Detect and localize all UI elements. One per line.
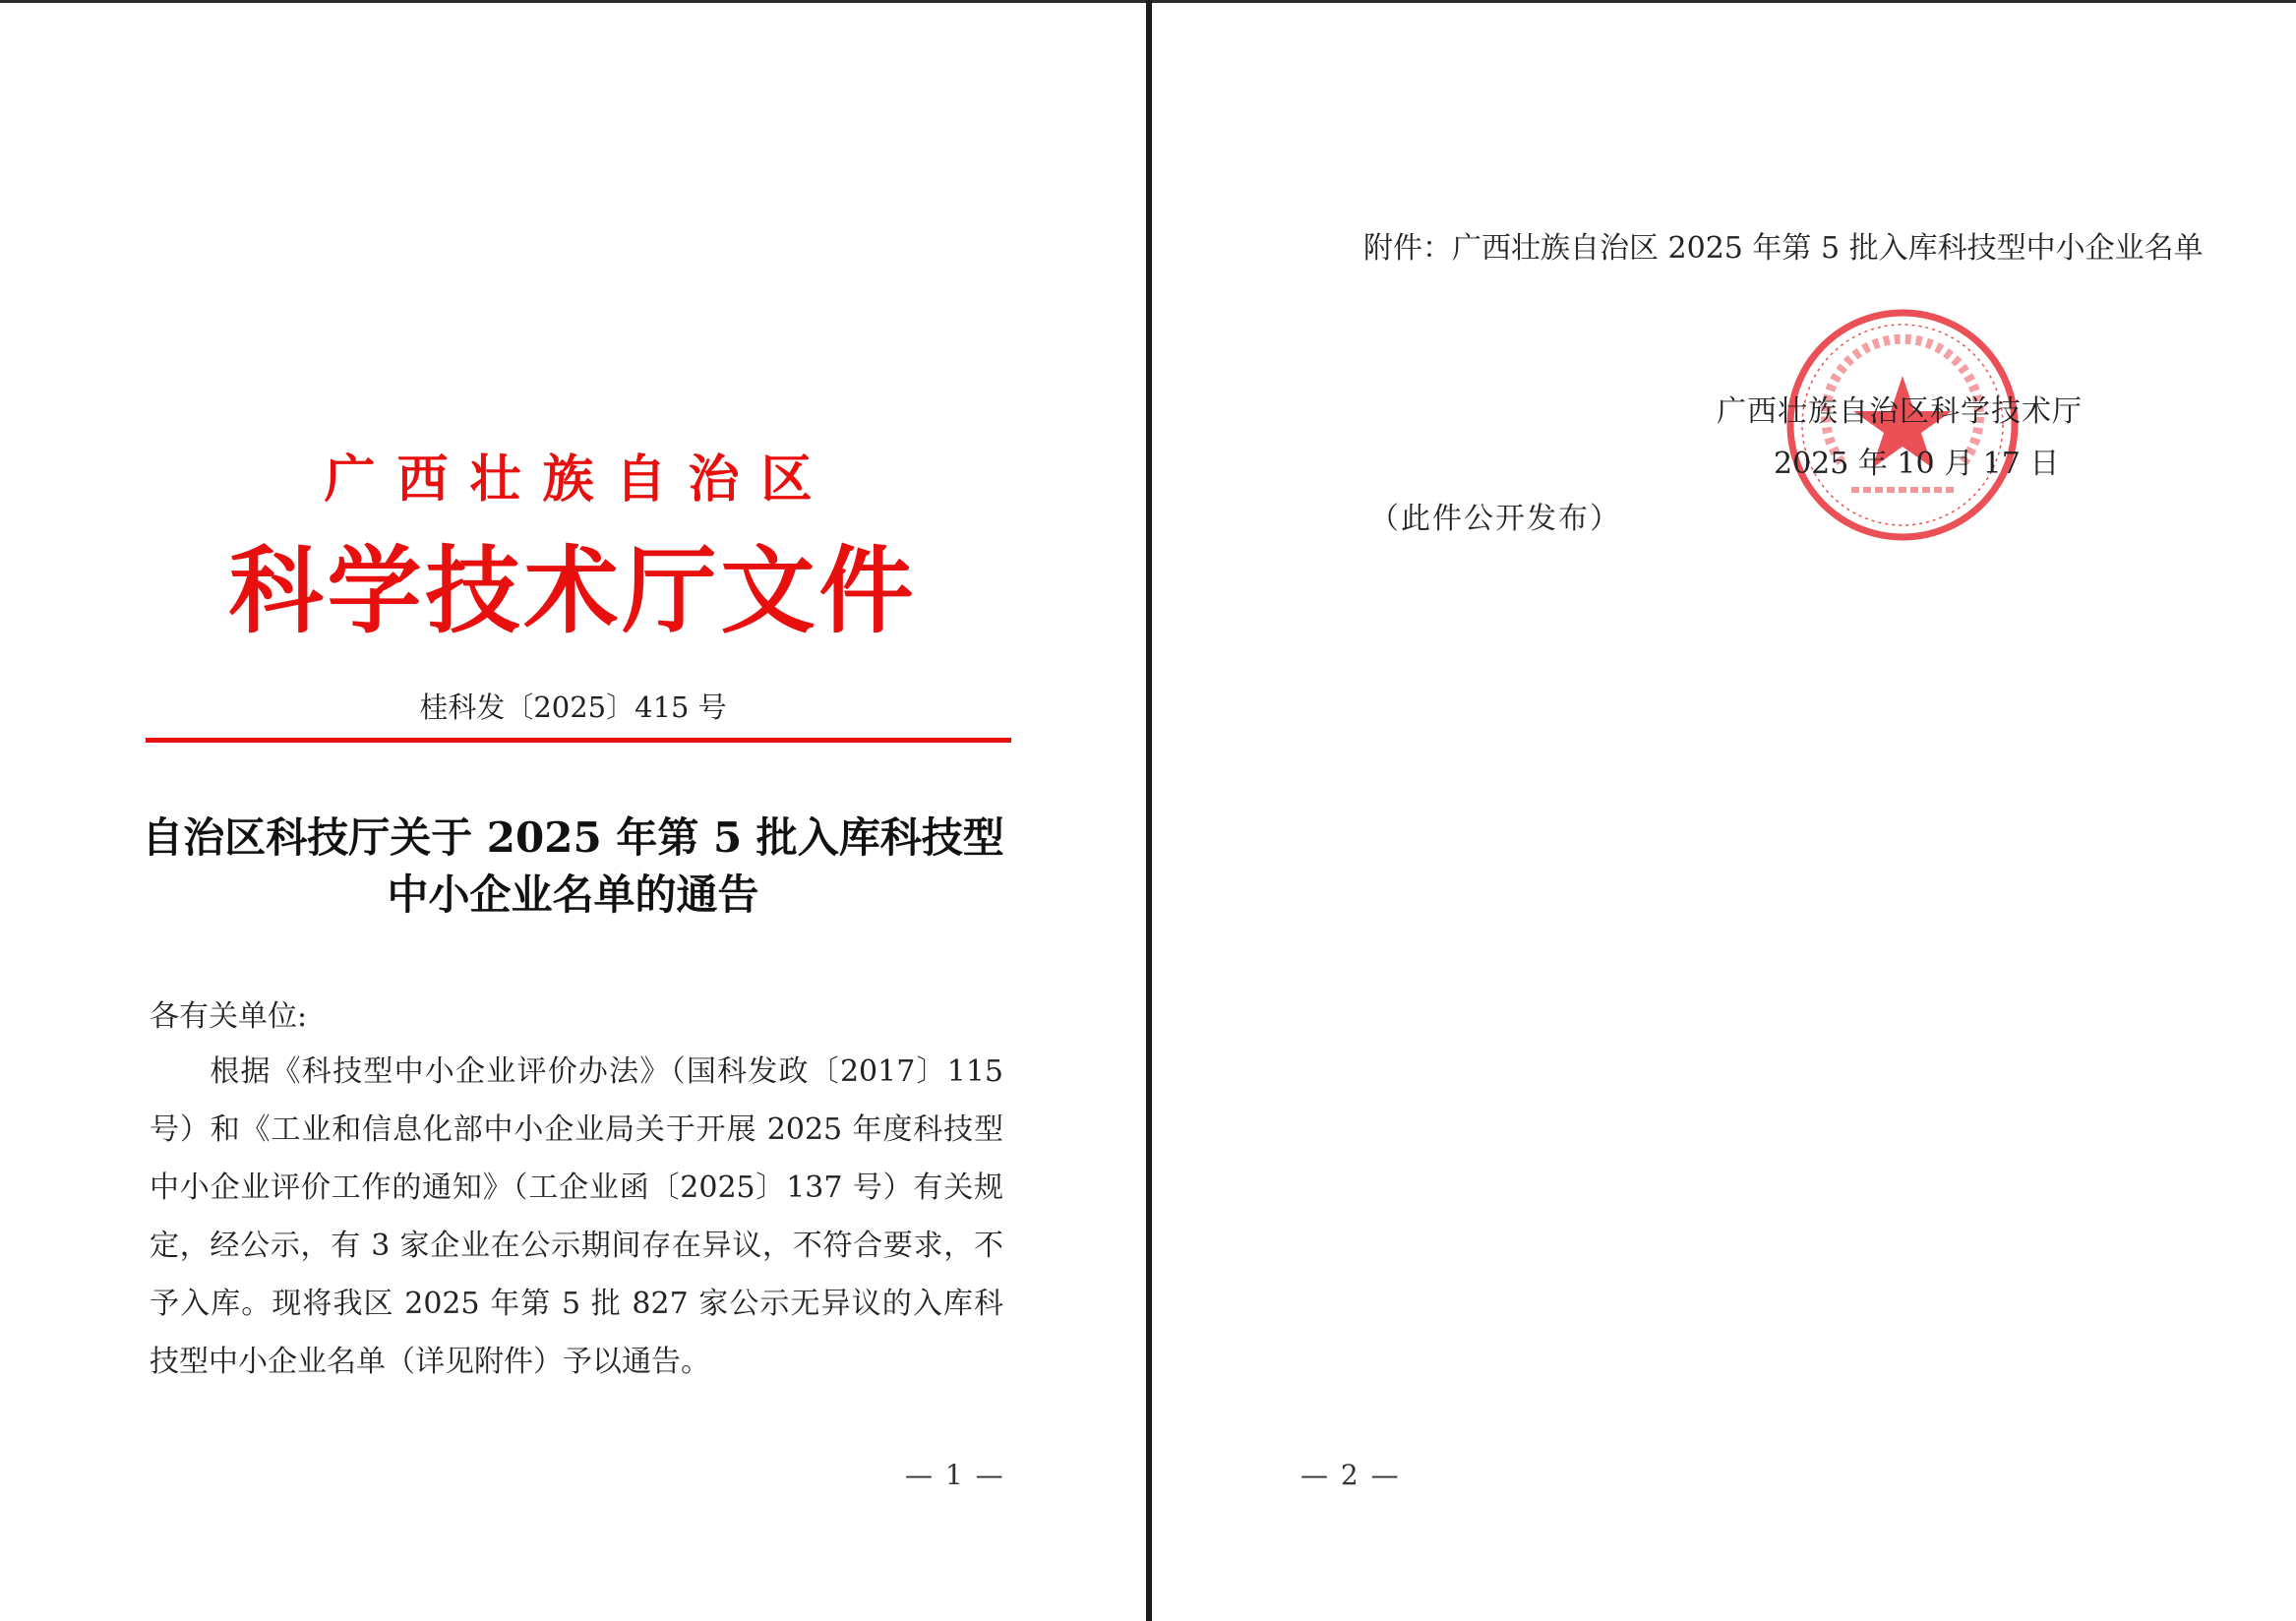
signature-date: 2025 年 10 月 17 日 — [1774, 447, 2060, 481]
attachment-line: 附件：广西壮族自治区 2025 年第 5 批入库科技型中小企业名单 — [1363, 231, 2204, 266]
red-separator-line — [146, 738, 1011, 743]
notice-title-line-2: 中小企业名单的通告 — [387, 871, 759, 919]
notice-title — [118, 810, 1028, 924]
page-number-1: — 1 — — [905, 1459, 1005, 1491]
body-paragraph — [150, 1043, 1003, 1391]
document-header-title: 科学技术厅文件 — [228, 535, 918, 646]
notice-title-line-1: 自治区科技厅关于 2025 年第 5 批入库科技型 — [142, 813, 1004, 862]
page-number-2: — 2 — — [1300, 1459, 1401, 1491]
public-release-note: （此件公开发布） — [1369, 502, 1621, 536]
signature-organization: 广西壮族自治区科学技术厅 — [1717, 394, 2083, 429]
document-number: 桂科发〔2025〕415 号 — [419, 690, 727, 724]
page-1 — [0, 3, 1146, 1621]
issuer-name: 广西壮族自治区 — [324, 450, 834, 510]
body-paragraph-text: 根据《科技型中小企业评价办法》（国科发政〔2017〕115 号）和《工业和信息化部中小企业局关于开展 2025 年度科技型中小企业评价工作的通知》（工企业函〔2025〕137 号）有关规定，经公示，有 3 家企业在公示期间存在异议，不符合要求，不予入库。现将我区 2025 年第 5 批 827 家公示无异议的入库科技型中小企业名单（详见附件）予以通告。 — [150, 1054, 1003, 1379]
salutation: 各有关单位: — [150, 999, 308, 1034]
